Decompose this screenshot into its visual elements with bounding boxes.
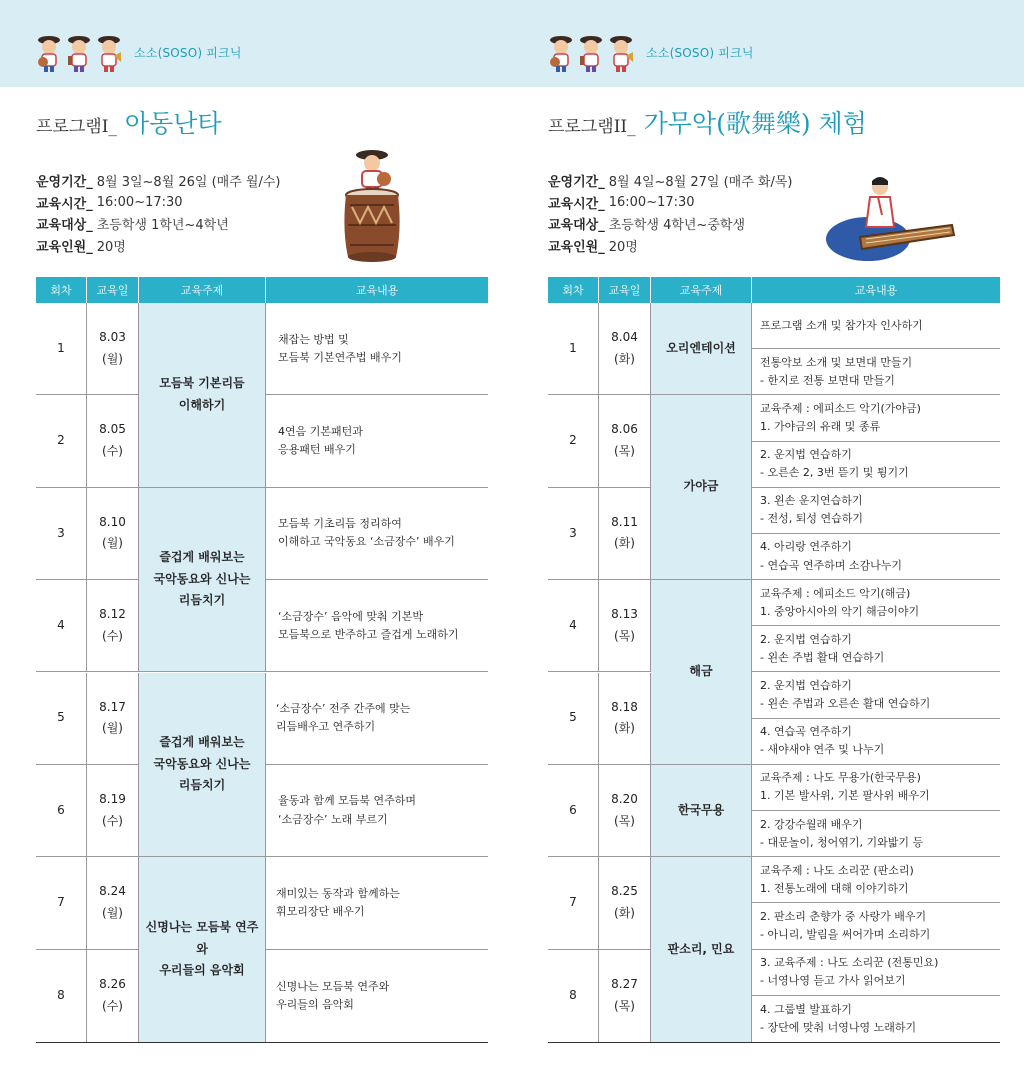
table-cell-no: 3 bbox=[36, 488, 87, 580]
table-cell-topic: 오리엔테이션 bbox=[651, 303, 752, 395]
table-cell-date: 8.13 (목) bbox=[599, 580, 651, 672]
table-cell-date: 8.27 (목) bbox=[599, 950, 651, 1042]
table-cell-no: 1 bbox=[36, 303, 87, 395]
table-cell-date: 8.10 (월) bbox=[87, 488, 139, 580]
table-cell-date: 8.03 (월) bbox=[87, 303, 139, 395]
brand-text: 소소(SOSO) 피크닉 bbox=[646, 46, 754, 60]
mascot-icon bbox=[548, 32, 574, 74]
table-cell-topic: 모듬북 기본리듬 이해하기 bbox=[139, 303, 266, 488]
program-info bbox=[548, 170, 793, 256]
drummer-illustration bbox=[338, 145, 406, 265]
table-cell-date: 8.05 (수) bbox=[87, 395, 139, 487]
table-cell-no: 2 bbox=[36, 395, 87, 487]
table-cell-content: 신명나는 모듬북 연주와 우리들의 음악회 bbox=[276, 979, 390, 1011]
table-cell-date: 8.12 (수) bbox=[87, 580, 139, 672]
info-value: 16:00~17:30 bbox=[608, 194, 695, 210]
schedule-table bbox=[548, 277, 1000, 1043]
table-cell-content: 2. 운지법 연습하기 - 오른손 2, 3번 뜯기 및 튕기기 bbox=[752, 442, 1000, 488]
info-label: 교육시간_ bbox=[548, 196, 605, 212]
info-row bbox=[548, 170, 793, 192]
header-cell: 교육주제 bbox=[139, 277, 266, 303]
table-cell-content: 교육주제 : 에피소드 악기(해금) 1. 중앙아시아의 악기 해금이야기 bbox=[752, 580, 1000, 626]
table-cell-content: 2. 강강수월래 배우기 - 대문놀이, 청어엮기, 기와밟기 등 bbox=[752, 811, 1000, 857]
brand-text: 소소(SOSO) 피크닉 bbox=[134, 46, 242, 60]
schedule-table bbox=[36, 277, 488, 1043]
table-cell-content: 채잡는 방법 및 모듬북 기본연주법 배우기 bbox=[266, 303, 488, 395]
header-cell: 회차 bbox=[548, 277, 599, 303]
header-cell: 교육내용 bbox=[355, 284, 399, 297]
brand bbox=[548, 30, 754, 75]
table-cell-content: 2. 운지법 연습하기 - 왼손 주법과 오른손 활대 연습하기 bbox=[752, 673, 1000, 719]
program-title bbox=[548, 104, 867, 140]
mascot-icon bbox=[578, 32, 604, 74]
table-cell-no: 8 bbox=[548, 950, 599, 1042]
table-cell-date: 8.18 (화) bbox=[599, 673, 651, 765]
table-header bbox=[548, 277, 1000, 303]
table-cell-no: 4 bbox=[548, 580, 599, 672]
table-cell-no: 5 bbox=[36, 673, 87, 765]
program-label: 프로그램I_ bbox=[36, 117, 117, 137]
table-header bbox=[36, 277, 488, 303]
table-cell-no: 7 bbox=[548, 857, 599, 949]
info-value: 16:00~17:30 bbox=[96, 194, 183, 210]
table-cell-content: 2. 판소리 춘향가 중 사랑가 배우기 - 아니리, 발림을 써어가며 소리하기 bbox=[752, 904, 1000, 950]
brand bbox=[36, 30, 242, 75]
info-value: 초등학생 1학년~4학년 bbox=[96, 218, 229, 234]
program-name: 가무악(歌舞樂) 체험 bbox=[643, 109, 867, 138]
info-label: 교육인원_ bbox=[36, 239, 93, 255]
table-cell-no: 5 bbox=[548, 673, 599, 765]
table-cell-no: 2 bbox=[548, 395, 599, 487]
info-label: 교육인원_ bbox=[548, 239, 605, 255]
table-cell-date: 8.26 (수) bbox=[87, 950, 139, 1042]
table-cell-date: 8.19 (수) bbox=[87, 765, 139, 857]
program-info bbox=[36, 170, 281, 256]
table-cell-content: 2. 운지법 연습하기 - 왼손 주법 활대 연습하기 bbox=[752, 626, 1000, 672]
info-row bbox=[36, 213, 281, 235]
info-label: 교육시간_ bbox=[36, 196, 93, 212]
table-cell-no: 4 bbox=[36, 580, 87, 672]
table-cell-no: 6 bbox=[548, 765, 599, 857]
header-cell: 교육일 bbox=[599, 277, 651, 303]
info-row bbox=[548, 213, 793, 235]
table-cell-content: ‘소금장수’ 전주 간주에 맞는 리듬배우고 연주하기 bbox=[266, 673, 488, 765]
table-cell-date: 8.17 (월) bbox=[87, 673, 139, 765]
table-cell-content: 모듬북 기초리듬 정리하여 이해하고 국악동요 ‘소금장수’ 배우기 bbox=[266, 488, 488, 580]
table-cell-date: 8.20 (목) bbox=[599, 765, 651, 857]
table-cell-content: 재미있는 동작과 함께하는 휘모리장단 배우기 bbox=[266, 857, 488, 949]
table-cell-no: 3 bbox=[548, 488, 599, 580]
info-row bbox=[548, 235, 793, 257]
program-title bbox=[36, 104, 222, 140]
info-row bbox=[36, 235, 281, 257]
table-cell-date: 8.04 (화) bbox=[599, 303, 651, 395]
info-label: 교육대상_ bbox=[36, 218, 93, 234]
info-label: 운영기간_ bbox=[548, 175, 605, 191]
table-cell-date: 8.06 (목) bbox=[599, 395, 651, 487]
table-body bbox=[548, 303, 1000, 1043]
table-cell-content: 4. 연습곡 연주하기 - 새야새야 연주 및 나누기 bbox=[752, 719, 1000, 765]
info-label: 운영기간_ bbox=[36, 175, 93, 191]
info-row bbox=[548, 192, 793, 214]
info-value: 20명 bbox=[96, 239, 126, 255]
table-cell-content: 율동과 함께 모듬북 연주하며 ‘소금장수’ 노래 부르기 bbox=[266, 765, 488, 857]
gayageum-player-illustration bbox=[820, 175, 956, 265]
program-label: 프로그램II_ bbox=[548, 117, 636, 137]
header-cell: 교육일 bbox=[87, 277, 139, 303]
table-cell-date: 8.25 (화) bbox=[599, 857, 651, 949]
info-row bbox=[36, 192, 281, 214]
table-cell-content: 3. 왼손 운지연습하기 - 전성, 퇴성 연습하기 bbox=[752, 488, 1000, 534]
table-cell-topic: 한국무용 bbox=[651, 765, 752, 857]
table-cell-content: 4. 아리랑 연주하기 - 연습곡 연주하며 소감나누기 bbox=[752, 534, 1000, 580]
table-cell-content: 교육주제 : 에피소드 악기(가야금) 1. 가야금의 유래 및 종류 bbox=[752, 395, 1000, 441]
table-cell-content: 교육주제 : 나도 무용가(한국무용) 1. 기본 발사위, 기본 팔사위 배우기 bbox=[752, 765, 1000, 811]
table-cell-date: 8.11 (화) bbox=[599, 488, 651, 580]
program-name: 아동난타 bbox=[124, 109, 222, 138]
right-page bbox=[512, 0, 1024, 1075]
table-cell-content: ‘소금장수’ 음악에 맞춰 기본박 모듬북으로 반주하고 즐겁게 노래하기 bbox=[266, 580, 488, 672]
table-cell-topic: 즐겁게 배워보는 국악동요와 신나는 리듬치기 bbox=[139, 488, 266, 673]
table-cell-no: 7 bbox=[36, 857, 87, 949]
table-cell-content: 프로그램 소개 및 참가자 인사하기 bbox=[752, 303, 1000, 349]
table-cell-no: 6 bbox=[36, 765, 87, 857]
info-value: 8월 4일~8월 27일 (매주 화/목) bbox=[608, 175, 793, 191]
table-cell-date: 8.24 (월) bbox=[87, 857, 139, 949]
mascot-icon bbox=[96, 32, 122, 74]
info-value: 초등학생 4학년~중학생 bbox=[608, 218, 746, 234]
table-cell-content: 전통악보 소개 및 보면대 만들기 - 한지로 전통 보면대 만들기 bbox=[752, 349, 1000, 395]
table-cell-content: 3. 교육주제 : 나도 소리꾼 (전통민요) - 너영나영 듣고 가사 읽어보기 bbox=[752, 950, 1000, 996]
mascot-icon bbox=[66, 32, 92, 74]
info-row bbox=[36, 170, 281, 192]
mascot-icon bbox=[608, 32, 634, 74]
table-cell-content: 교육주제 : 나도 소리꾼 (판소리) 1. 전통노래에 대해 이야기하기 bbox=[752, 857, 1000, 903]
table-cell-no: 1 bbox=[548, 303, 599, 395]
info-label: 교육대상_ bbox=[548, 218, 605, 234]
info-value: 20명 bbox=[608, 239, 638, 255]
header-cell: 회차 bbox=[36, 277, 87, 303]
mascot-icon bbox=[36, 32, 62, 74]
table-cell-topic: 해금 bbox=[651, 580, 752, 765]
header-cell: 교육주제 bbox=[651, 277, 752, 303]
table-cell-topic: 즐겁게 배워보는 국악동요와 신나는 리듬치기 bbox=[139, 673, 266, 858]
info-value: 8월 3일~8월 26일 (매주 월/수) bbox=[96, 175, 281, 191]
table-cell-content: 4. 그룹별 발표하기 - 장단에 맞춰 너영나영 노래하기 bbox=[760, 1002, 917, 1034]
header-cell: 교육내용 bbox=[854, 284, 898, 297]
table-body bbox=[36, 303, 488, 1043]
table-cell-content: 4연음 기본패턴과 응용패턴 배우기 bbox=[266, 395, 488, 487]
table-cell-no: 8 bbox=[36, 950, 87, 1042]
table-cell-topic: 가야금 bbox=[651, 395, 752, 580]
table-cell-topic: 판소리, 민요 bbox=[651, 857, 752, 1042]
table-cell-topic: 신명나는 모듬북 연주와 우리들의 음악회 bbox=[139, 857, 266, 1042]
